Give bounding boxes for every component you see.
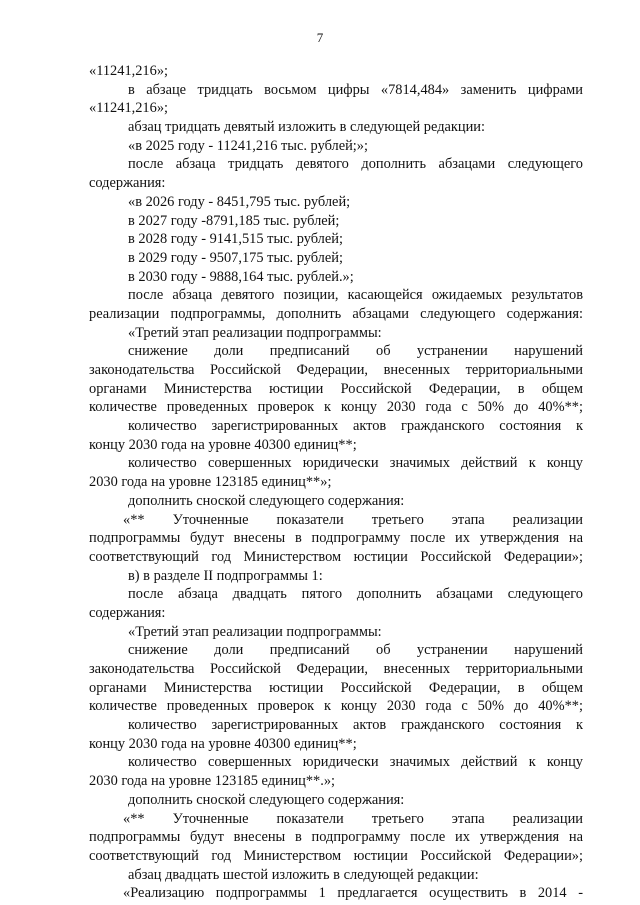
text-line: «в 2025 году - 11241,216 тыс. рублей;»; <box>128 137 368 154</box>
text-line: «11241,216»; <box>89 63 169 79</box>
text-line: соответствующий год Министерством юстиции Российской Федерации»; <box>89 548 583 565</box>
text-line: «в 2026 году - 8451,795 тыс. рублей; <box>128 193 351 210</box>
document-body <box>89 62 583 903</box>
text-line: содержания: <box>89 604 166 621</box>
text-line: снижение доли предписаний об устранении нарушений <box>128 642 583 659</box>
text-line: количестве проведенных проверок к концу 2030 года с 50% до 40%**; <box>89 698 583 715</box>
text-line: соответствующий год Министерством юстиции Российской Федерации»; <box>89 847 583 864</box>
text-line: реализации подпрограммы, дополнить абзацами следующего содержания: <box>89 305 583 322</box>
text-line: концу 2030 года на уровне 40300 единиц**; <box>89 735 357 752</box>
page-number: 7 <box>316 30 324 45</box>
text-line: подпрограммы будут внесены в подпрограмму после их утверждения на <box>89 829 583 846</box>
text-line: «11241,216»; <box>89 100 169 117</box>
text-line: концу 2030 года на уровне 40300 единиц**; <box>89 436 357 453</box>
text-line: абзац двадцать шестой изложить в следующей редакции: <box>128 866 479 883</box>
text-line: органами Министерства юстиции Российской Федерации, в общем <box>89 380 583 397</box>
text-line: «Третий этап реализации подпрограммы: <box>128 324 382 341</box>
text-line: количество совершенных юридически значимых действий к концу <box>128 754 583 771</box>
text-line: в 2028 году - 9141,515 тыс. рублей; <box>128 231 343 248</box>
text-line: в 2029 году - 9507,175 тыс. рублей; <box>128 249 343 266</box>
text-line: количество зарегистрированных актов гражданского состояния к <box>128 717 583 734</box>
text-line: в абзаце тридцать восьмом цифры «7814,484» заменить цифрами <box>128 81 583 98</box>
text-line: после абзаца двадцать пятого дополнить абзацами следующего <box>128 586 583 603</box>
text-line: в 2027 году -8791,185 тыс. рублей; <box>128 212 340 229</box>
text-line: дополнить сноской следующего содержания: <box>128 492 405 509</box>
text-line: «** Уточненные показатели третьего этапа реализации <box>123 810 583 827</box>
text-line: количестве проведенных проверок к концу 2030 года с 50% до 40%**; <box>89 399 583 416</box>
text-line: после абзаца девятого позиции, касающейся ожидаемых результатов <box>128 287 583 304</box>
text-line: органами Министерства юстиции Российской Федерации, в общем <box>89 679 583 696</box>
text-line: количество совершенных юридически значимых действий к концу <box>128 455 583 472</box>
text-line: 2030 года на уровне 123185 единиц**»; <box>89 474 332 491</box>
text-line: после абзаца тридцать девятого дополнить абзацами следующего <box>128 156 583 173</box>
text-line: содержания: <box>89 175 166 192</box>
text-line: снижение доли предписаний об устранении нарушений <box>128 343 583 360</box>
text-line: в) в разделе II подпрограммы 1: <box>128 567 323 584</box>
text-line: законодательства Российской Федерации, внесенных территориальными <box>89 661 583 677</box>
text-line: дополнить сноской следующего содержания: <box>128 791 405 808</box>
text-line: подпрограммы будут внесены в подпрограмму после их утверждения на <box>89 530 583 547</box>
text-line: количество зарегистрированных актов гражданского состояния к <box>128 418 583 435</box>
text-line: «Третий этап реализации подпрограммы: <box>128 623 382 640</box>
text-line: законодательства Российской Федерации, внесенных территориальными <box>89 362 583 378</box>
text-line: «Реализацию подпрограммы 1 предлагается осуществить в 2014 - <box>123 885 583 902</box>
text-line: 2030 года на уровне 123185 единиц**.»; <box>89 773 336 790</box>
text-line: «** Уточненные показатели третьего этапа реализации <box>123 511 583 528</box>
text-line: абзац тридцать девятый изложить в следующей редакции: <box>128 119 486 136</box>
text-line: в 2030 году - 9888,164 тыс. рублей.»; <box>128 268 354 285</box>
